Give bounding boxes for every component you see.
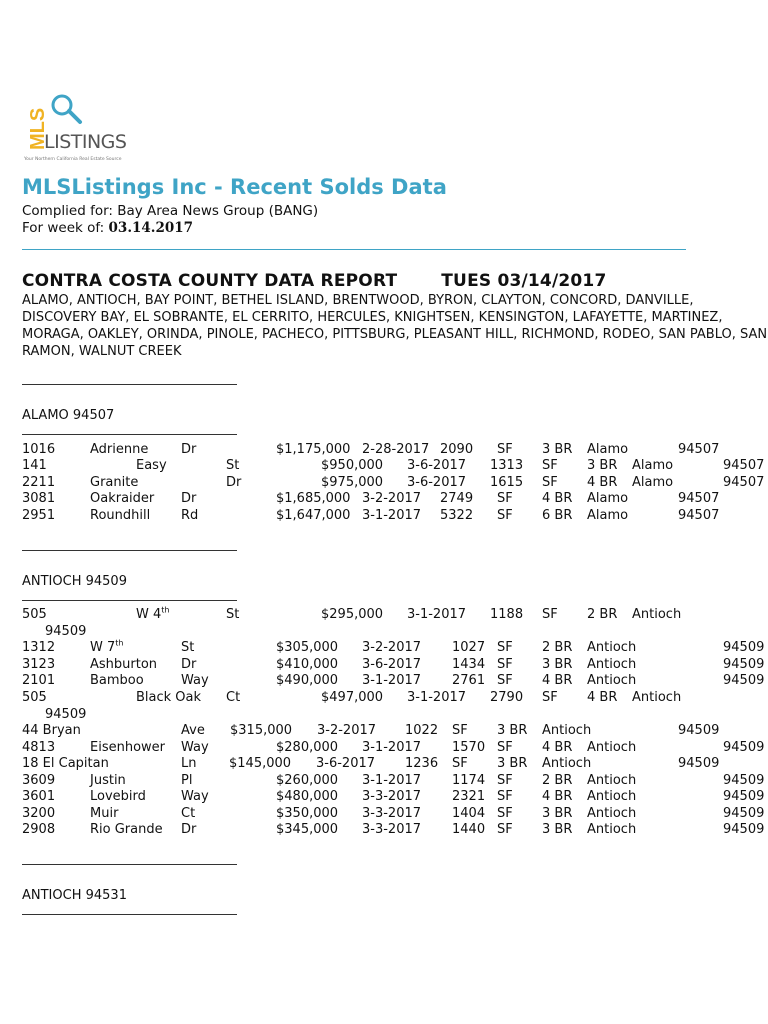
cell-property-type: SF: [497, 773, 513, 788]
cell-square-feet: 2321: [452, 789, 486, 804]
cell-street-number: 2951: [22, 508, 56, 523]
cell-bedrooms: 4 BR: [587, 475, 618, 490]
cell-zip: 94507: [678, 442, 720, 457]
cell-bedrooms: 2 BR: [587, 607, 618, 622]
cell-city: Alamo: [632, 458, 674, 473]
listing-row: [0, 756, 768, 773]
cell-sale-date: 3-3-2017: [362, 789, 422, 804]
cell-bedrooms: 3 BR: [542, 806, 573, 821]
cell-street-number: 4813: [22, 740, 56, 755]
logo-mls-text: MLS: [27, 107, 49, 150]
cell-city: Antioch: [587, 640, 637, 655]
cell-street-number: 505: [22, 607, 47, 622]
cell-street-type: Rd: [181, 508, 199, 523]
cell-street-type: Dr: [181, 442, 197, 457]
cell-sale-date: 3-3-2017: [362, 822, 422, 837]
section-heading: ANTIOCH 94509: [22, 574, 127, 589]
listing-row: [0, 690, 768, 722]
cell-zip: 94509: [723, 640, 765, 655]
cell-sale-date: 3-1-2017: [362, 740, 422, 755]
cell-bedrooms: 4 BR: [542, 491, 573, 506]
cell-sale-price: $280,000: [276, 740, 339, 755]
cell-square-feet: 1236: [405, 756, 439, 771]
listing-row: [0, 508, 768, 525]
listing-row: [0, 640, 768, 657]
cell-street-number: 505: [22, 690, 47, 705]
cell-street-number: 3123: [22, 657, 56, 672]
cell-street-name: Oakraider: [90, 491, 155, 506]
cell-sale-date: 3-1-2017: [407, 690, 467, 705]
cell-zip: 94509: [45, 624, 87, 639]
cell-city: Antioch: [587, 773, 637, 788]
listing-row: [0, 442, 768, 459]
section-rule: [22, 550, 237, 551]
cell-zip: 94509: [723, 822, 765, 837]
cell-street-type: St: [181, 640, 195, 655]
cell-street-name: Rio Grande: [90, 822, 163, 837]
cell-street-type: Dr: [181, 822, 197, 837]
cell-street-name: Easy: [136, 458, 167, 473]
cell-sale-price: $315,000: [230, 723, 293, 738]
cell-sale-price: $145,000: [229, 756, 292, 771]
listing-row: [0, 822, 768, 839]
cell-property-type: SF: [497, 657, 513, 672]
cell-street-number: 3601: [22, 789, 56, 804]
cell-sale-date: 3-3-2017: [362, 806, 422, 821]
cell-square-feet: 1615: [490, 475, 524, 490]
cell-zip: 94507: [723, 475, 765, 490]
cell-sale-date: 3-2-2017: [362, 640, 422, 655]
listing-row: [0, 789, 768, 806]
cell-bedrooms: 4 BR: [542, 673, 573, 688]
cell-square-feet: 1174: [452, 773, 486, 788]
cell-street-type: Ln: [181, 756, 197, 771]
cell-zip: 94507: [678, 491, 720, 506]
cell-street-type: Ct: [226, 690, 241, 705]
week-line: [22, 220, 193, 236]
report-heading: [22, 271, 607, 291]
listing-row: [0, 773, 768, 790]
mlslistings-logo: [22, 92, 152, 164]
cell-property-type: SF: [542, 690, 558, 705]
cell-zip: 94509: [723, 673, 765, 688]
cell-sale-date: 3-6-2017: [407, 458, 467, 473]
cell-city: Alamo: [632, 475, 674, 490]
ordinal-suffix: th: [115, 638, 124, 648]
cell-sale-date: 3-1-2017: [362, 673, 422, 688]
cell-property-type: SF: [542, 475, 558, 490]
cell-sale-price: $950,000: [321, 458, 384, 473]
cell-sale-price: $295,000: [321, 607, 384, 622]
cell-street-name: Ashburton: [90, 657, 158, 672]
listing-row: [0, 723, 768, 740]
cell-street-name: W 4th: [136, 605, 170, 622]
cell-sale-price: $1,175,000: [276, 442, 351, 457]
cell-square-feet: 1434: [452, 657, 486, 672]
cell-sale-date: 3-6-2017: [407, 475, 467, 490]
cell-property-type: SF: [497, 789, 513, 804]
title-divider: [22, 249, 686, 250]
listing-row: [0, 673, 768, 690]
cell-zip: 94507: [678, 508, 720, 523]
cell-street-number: 3200: [22, 806, 56, 821]
cell-square-feet: 2761: [452, 673, 486, 688]
listing-row: [0, 806, 768, 823]
cell-city: Antioch: [587, 806, 637, 821]
cell-property-type: SF: [497, 508, 513, 523]
cell-street-type: Ave: [181, 723, 205, 738]
cell-bedrooms: 3 BR: [587, 458, 618, 473]
cell-street-type: Way: [181, 789, 209, 804]
cell-property-type: SF: [542, 458, 558, 473]
cell-sale-price: $305,000: [276, 640, 339, 655]
city-list: ALAMO, ANTIOCH, BAY POINT, BETHEL ISLAND, BRENTWOOD, BYRON, CLAYTON, CONCORD, DANVILLE, DISCOVERY BAY, EL SOBRANTE, EL CERRITO, HERCULES, KNIGHTSEN, KENSINGTON, LAFAYETTE, MARTINEZ, MORAGA, OAKLEY, ORINDA, PINOLE, PACHECO, PITTSBURG, PLEASANT HILL, RICHMOND, RODEO, SAN PABLO, SAN RAMON, WALNUT CREEK: [22, 293, 768, 359]
cell-square-feet: 1027: [452, 640, 486, 655]
cell-street-name: Roundhill: [90, 508, 151, 523]
cell-street-type: Pl: [181, 773, 193, 788]
section-rule: [22, 434, 237, 435]
cell-street-number: 18 El Capitan: [22, 756, 109, 771]
cell-street-number: 2101: [22, 673, 56, 688]
cell-sale-price: $345,000: [276, 822, 339, 837]
section-rule: [22, 600, 237, 601]
cell-sale-date: 3-6-2017: [362, 657, 422, 672]
cell-bedrooms: 3 BR: [542, 822, 573, 837]
cell-street-type: Dr: [181, 491, 197, 506]
cell-street-name: Justin: [90, 773, 126, 788]
cell-city: Antioch: [632, 607, 682, 622]
cell-city: Antioch: [587, 657, 637, 672]
cell-square-feet: 1440: [452, 822, 486, 837]
cell-bedrooms: 3 BR: [542, 442, 573, 457]
cell-property-type: SF: [452, 756, 468, 771]
cell-bedrooms: 4 BR: [542, 740, 573, 755]
cell-street-number: 3081: [22, 491, 56, 506]
cell-street-type: Ct: [181, 806, 196, 821]
cell-street-name: Lovebird: [90, 789, 146, 804]
cell-city: Antioch: [542, 723, 592, 738]
cell-street-type: St: [226, 607, 240, 622]
cell-square-feet: 1188: [490, 607, 524, 622]
cell-city: Antioch: [542, 756, 592, 771]
cell-zip: 94509: [723, 773, 765, 788]
week-value: 03.14.2017: [108, 220, 194, 236]
section-rule: [22, 864, 237, 865]
cell-sale-date: 3-1-2017: [362, 773, 422, 788]
cell-street-name: W 7th: [90, 638, 124, 655]
cell-zip: 94509: [678, 723, 720, 738]
cell-street-number: 1312: [22, 640, 56, 655]
cell-property-type: SF: [497, 442, 513, 457]
cell-zip: 94509: [723, 789, 765, 804]
cell-square-feet: 1022: [405, 723, 439, 738]
cell-sale-price: $480,000: [276, 789, 339, 804]
cell-bedrooms: 3 BR: [497, 756, 528, 771]
cell-zip: 94509: [678, 756, 720, 771]
cell-street-number: 2211: [22, 475, 56, 490]
section-heading: ALAMO 94507: [22, 408, 115, 423]
cell-street-type: Way: [181, 740, 209, 755]
cell-street-number: 3609: [22, 773, 56, 788]
cell-bedrooms: 3 BR: [497, 723, 528, 738]
cell-sale-price: $350,000: [276, 806, 339, 821]
cell-property-type: SF: [497, 822, 513, 837]
cell-sale-price: $410,000: [276, 657, 339, 672]
cell-city: Antioch: [587, 822, 637, 837]
cell-street-type: Dr: [181, 657, 197, 672]
cell-zip: 94507: [723, 458, 765, 473]
cell-square-feet: 1313: [490, 458, 524, 473]
listing-row: [0, 657, 768, 674]
cell-sale-date: 3-1-2017: [362, 508, 422, 523]
cell-bedrooms: 4 BR: [542, 789, 573, 804]
cell-street-name: Adrienne: [90, 442, 149, 457]
compiled-for: Complied for: Bay Area News Group (BANG): [22, 203, 319, 219]
ordinal-suffix: th: [161, 605, 170, 615]
cell-street-name: Black Oak: [136, 690, 202, 705]
cell-bedrooms: 3 BR: [542, 657, 573, 672]
cell-square-feet: 2749: [440, 491, 474, 506]
cell-city: Antioch: [587, 789, 637, 804]
cell-square-feet: 2090: [440, 442, 474, 457]
cell-zip: 94509: [45, 707, 87, 722]
cell-city: Alamo: [587, 491, 629, 506]
cell-sale-price: $497,000: [321, 690, 384, 705]
cell-street-type: Way: [181, 673, 209, 688]
cell-street-name: Eisenhower: [90, 740, 166, 755]
cell-square-feet: 5322: [440, 508, 474, 523]
cell-property-type: SF: [497, 806, 513, 821]
cell-property-type: SF: [497, 673, 513, 688]
cell-zip: 94509: [723, 740, 765, 755]
cell-street-name: Bamboo: [90, 673, 144, 688]
cell-sale-date: 3-2-2017: [362, 491, 422, 506]
cell-property-type: SF: [452, 723, 468, 738]
cell-city: Antioch: [632, 690, 682, 705]
cell-street-type: Dr: [226, 475, 242, 490]
cell-city: Alamo: [587, 442, 629, 457]
listing-row: [0, 458, 768, 475]
page-title: MLSListings Inc - Recent Solds Data: [22, 175, 447, 199]
section-heading: ANTIOCH 94531: [22, 888, 127, 903]
week-label: For week of:: [22, 220, 105, 236]
cell-property-type: SF: [497, 640, 513, 655]
report-title: CONTRA COSTA COUNTY DATA REPORT: [22, 271, 398, 291]
report-date: TUES 03/14/2017: [441, 271, 607, 291]
listing-row: [0, 475, 768, 492]
cell-sale-date: 3-6-2017: [316, 756, 376, 771]
cell-sale-date: 2-28-2017: [362, 442, 430, 457]
listing-row: [0, 740, 768, 757]
cell-square-feet: 1404: [452, 806, 486, 821]
listing-row: [0, 491, 768, 508]
cell-property-type: SF: [497, 491, 513, 506]
cell-zip: 94509: [723, 657, 765, 672]
listing-row: [0, 605, 768, 639]
cell-sale-date: 3-1-2017: [407, 607, 467, 622]
cell-bedrooms: 6 BR: [542, 508, 573, 523]
cell-street-number: 1016: [22, 442, 56, 457]
cell-sale-price: $1,685,000: [276, 491, 351, 506]
cell-street-number: 141: [22, 458, 47, 473]
cell-bedrooms: 4 BR: [587, 690, 618, 705]
cell-property-type: SF: [497, 740, 513, 755]
cell-city: Antioch: [587, 740, 637, 755]
cell-street-number: 2908: [22, 822, 56, 837]
cell-property-type: SF: [542, 607, 558, 622]
cell-square-feet: 2790: [490, 690, 524, 705]
cell-street-type: St: [226, 458, 240, 473]
cell-street-name: Granite: [90, 475, 139, 490]
section-rule: [22, 914, 237, 915]
logo-listings-text: LISTINGS: [44, 131, 127, 153]
cell-city: Alamo: [587, 508, 629, 523]
cell-sale-price: $975,000: [321, 475, 384, 490]
cell-city: Antioch: [587, 673, 637, 688]
cell-sale-date: 3-2-2017: [317, 723, 377, 738]
cell-bedrooms: 2 BR: [542, 640, 573, 655]
cell-square-feet: 1570: [452, 740, 486, 755]
logo-tagline: Your Northern California Real Estate Source: [24, 157, 122, 162]
cell-zip: 94509: [723, 806, 765, 821]
section-rule: [22, 384, 237, 385]
cell-street-name: Muir: [90, 806, 119, 821]
cell-street-number: 44 Bryan: [22, 723, 81, 738]
cell-sale-price: $260,000: [276, 773, 339, 788]
cell-bedrooms: 2 BR: [542, 773, 573, 788]
cell-sale-price: $1,647,000: [276, 508, 351, 523]
cell-sale-price: $490,000: [276, 673, 339, 688]
